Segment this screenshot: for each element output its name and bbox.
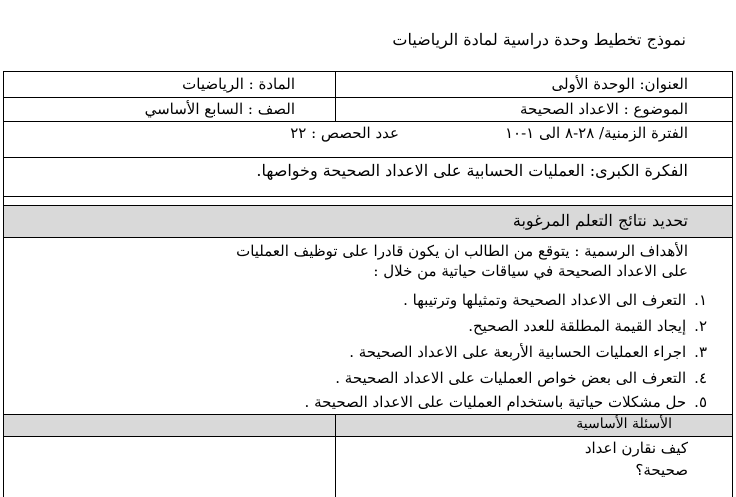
period-label: الفترة الزمنية/ ٢٨-٨ الى ١-١٠ [504, 124, 688, 142]
big-idea-row [3, 158, 733, 197]
essential-questions-heading-row [3, 415, 733, 437]
objectives-intro-line2: على الاعداد الصحيحة في سياقات حياتية من خلال : [373, 262, 688, 280]
objective-item: ٣.اجراء العمليات الحسابية الأربعة على الاعداد الصحيحة . [349, 343, 707, 361]
title-subject-row [3, 72, 733, 98]
period-row [3, 122, 733, 158]
document-title: نموذج تخطيط وحدة دراسية لمادة الرياضيات [392, 30, 686, 49]
section-heading-row [3, 206, 733, 238]
grade-cell [4, 98, 335, 121]
grade-label: الصف : السابع الأساسي [144, 100, 295, 118]
unit-title-cell [336, 72, 732, 97]
essential-questions-heading: الأسئلة الأساسية [576, 416, 672, 432]
big-idea: الفكرة الكبرى: العمليات الحسابية على الاعداد الصحيحة وخواصها. [256, 161, 688, 180]
objective-item: ١.التعرف الى الاعداد الصحيحة وتمثيلها وترتيبها . [403, 291, 707, 309]
section-heading: تحديد نتائج التعلم المرغوبة [512, 211, 688, 230]
objective-item: ٥.حل مشكلات حياتية باستخدام العمليات على الاعداد الصحيحة . [304, 393, 707, 411]
unit-plan-table [3, 71, 733, 497]
objective-item: ٢.إيجاد القيمة المطلقة للعدد الصحيح. [468, 317, 707, 335]
question-line1: كيف نقارن اعداد [584, 439, 688, 457]
objective-item: ٤.التعرف الى بعض خواص العمليات على الاعداد الصحيحة . [335, 369, 707, 387]
subject-label: المادة : الرياضيات [182, 75, 295, 93]
unit-title: العنوان: الوحدة الأولى [551, 75, 688, 93]
objectives-intro-line1: الأهداف الرسمية : يتوقع من الطالب ان يكون قادرا على توظيف العمليات [236, 242, 688, 260]
essential-questions-row [3, 437, 733, 497]
question-line2: صحيحة؟ [635, 461, 688, 479]
topic-label: الموضوع : الاعداد الصحيحة [519, 100, 688, 118]
sessions-count: عدد الحصص : ٢٢ [290, 124, 399, 142]
objectives-block [3, 238, 733, 415]
topic-grade-row [3, 98, 733, 122]
topic-cell [336, 98, 732, 121]
subject-cell [4, 72, 335, 97]
